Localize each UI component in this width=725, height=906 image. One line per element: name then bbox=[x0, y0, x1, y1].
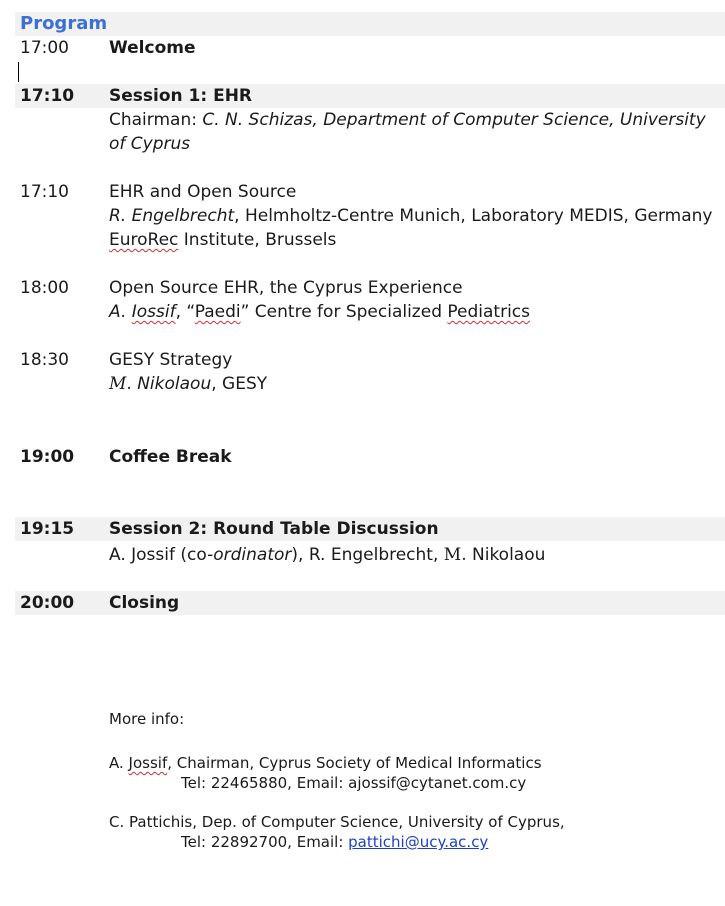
chairman-label: Chairman: bbox=[109, 110, 203, 130]
paedi-word: Paedi bbox=[194, 302, 241, 322]
title-coffee: Coffee Break bbox=[109, 447, 232, 467]
title-talk1: EHR and Open Source bbox=[109, 182, 297, 202]
title-closing: Closing bbox=[109, 593, 180, 613]
speaker-surname-talk2: Iossif bbox=[131, 302, 176, 322]
chairman-line bbox=[109, 108, 706, 132]
speaker-name-talk1: R. Engelbrecht bbox=[109, 206, 235, 226]
contact2-line: C. Pattichis, Dep. of Computer Science, University of Cyprus, bbox=[109, 813, 565, 831]
affil-c-talk2: ” Centre for Specialized bbox=[240, 302, 448, 322]
speaker-talk3 bbox=[109, 372, 267, 396]
time-talk2: 18:00 bbox=[20, 278, 69, 298]
speaker-initial-talk3: M. bbox=[109, 374, 132, 394]
speaker-talk2 bbox=[109, 300, 530, 324]
contact1-surname: Jossif bbox=[128, 754, 168, 772]
title-welcome: Welcome bbox=[109, 38, 196, 58]
text-cursor bbox=[18, 62, 19, 82]
more-info-label: More info: bbox=[109, 710, 185, 728]
title-talk2: Open Source EHR, the Cyprus Experience bbox=[109, 278, 463, 298]
time-session1: 17:10 bbox=[20, 86, 75, 106]
contact1-tel: Tel: 22465880, Email: ajossif@cytanet.com.cy bbox=[181, 774, 527, 792]
affil2-talk1 bbox=[109, 228, 336, 252]
contact1-c: , Chairman, Cyprus Society of Medical Informatics bbox=[167, 754, 542, 772]
eurorec-word: EuroRec bbox=[109, 230, 179, 250]
p1: A. Jossif (co- bbox=[109, 545, 214, 565]
contact2-email-link[interactable]: pattichi@ucy.ac.cy bbox=[348, 833, 489, 851]
contact1-a: A. bbox=[109, 754, 129, 772]
affil-a-talk2: , “ bbox=[175, 302, 195, 322]
time-welcome: 17:00 bbox=[20, 38, 69, 58]
chairman-name: C. N. Schizas, Department of Computer Science, University bbox=[202, 110, 706, 130]
contact2-tel bbox=[181, 832, 488, 852]
time-talk3: 18:30 bbox=[20, 350, 69, 370]
coordinator-word: ordinator bbox=[213, 545, 292, 565]
time-coffee: 19:00 bbox=[20, 447, 75, 467]
header-band bbox=[15, 12, 725, 36]
p4: M. bbox=[443, 545, 467, 565]
speaker-talk1 bbox=[109, 204, 712, 228]
time-talk1: 17:10 bbox=[20, 182, 69, 202]
title-session1: Session 1: EHR bbox=[109, 86, 253, 106]
pediatrics-word: Pediatrics bbox=[447, 302, 531, 322]
program-heading: Program bbox=[20, 13, 108, 34]
chairman-line2: of Cyprus bbox=[109, 134, 191, 154]
affil2-rest: Institute, Brussels bbox=[178, 230, 337, 250]
speaker-surname-talk3: Nikolaou bbox=[131, 374, 212, 394]
contact2-tel-text: Tel: 22892700, Email: bbox=[181, 833, 349, 851]
affil-talk3: , GESY bbox=[211, 374, 268, 394]
time-session2: 19:15 bbox=[20, 519, 75, 539]
title-session2: Session 2: Round Table Discussion bbox=[109, 519, 439, 539]
p3: ), R. Engelbrecht, bbox=[291, 545, 444, 565]
time-closing: 20:00 bbox=[20, 593, 75, 613]
participants-session2 bbox=[109, 543, 545, 567]
contact1-line bbox=[109, 753, 542, 773]
speaker-initial-talk2: A. bbox=[109, 302, 132, 322]
affil-talk1: , Helmholtz-Centre Munich, Laboratory MEDIS, Germany bbox=[234, 206, 713, 226]
p5: Nikolaou bbox=[466, 545, 546, 565]
title-talk3: GESY Strategy bbox=[109, 350, 233, 370]
